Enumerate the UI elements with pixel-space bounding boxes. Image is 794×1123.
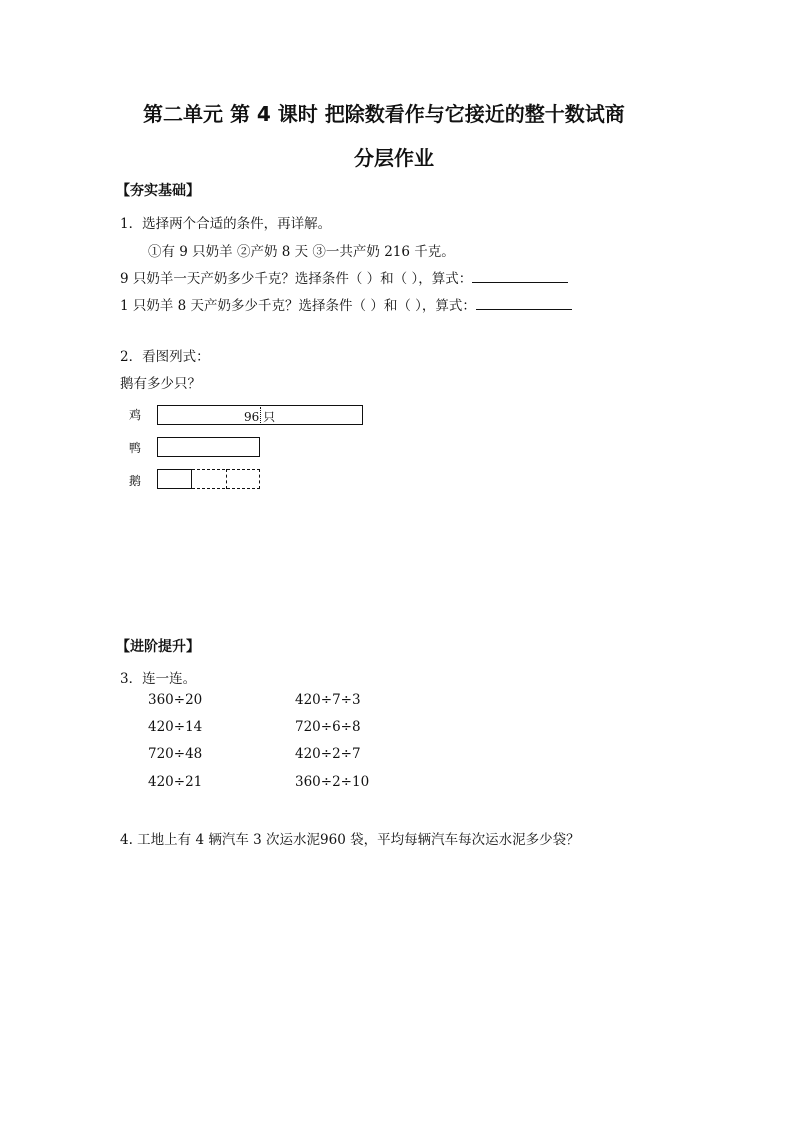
label-chicken: 鸡 [129,408,142,422]
chicken-bar-label: 96 只 [244,410,276,424]
q2-question: 鹅有多少只？ [120,376,201,392]
q1-stem: 1．选择两个合适的条件，再详解。 [120,216,332,232]
q1-line2 [120,294,572,314]
q1-line1 [120,267,568,287]
q1-options: ①有 9 只奶羊 ②产奶 8 天 ③一共产奶 216 千克。 [148,244,455,260]
page-subtitle: 分层作业 [354,146,434,170]
q3-left-item[interactable]: 720÷48 [148,746,203,762]
q2-stem: 2．看图列式： [120,349,210,365]
chicken-bar-divider [260,407,261,423]
q3-right-item[interactable]: 420÷7÷3 [295,692,361,708]
label-goose: 鹅 [129,474,142,488]
label-duck: 鸭 [129,441,142,455]
q4-stem: 4. 工地上有 4 辆汽车 3 次运水泥960 袋，平均每辆汽车每次运水泥多少袋？ [120,832,580,848]
section-advanced-heading: 【进阶提升】 [116,639,200,655]
q1-line1-text: 9 只奶羊一天产奶多少千克？选择条件（ ）和（ ），算式： [120,271,473,287]
section-basic-heading: 【夯实基础】 [116,183,200,199]
q3-stem: 3．连一连。 [120,671,197,687]
q1-answer-blank-1[interactable] [472,270,568,283]
q3-right-item[interactable]: 360÷2÷10 [295,774,370,790]
q3-right-item[interactable]: 720÷6÷8 [295,719,361,735]
q1-line2-text: 1 只奶羊 8 天产奶多少千克？选择条件（ ）和（ ），算式： [120,298,476,314]
q3-left-item[interactable]: 420÷14 [148,719,203,735]
q3-left-item[interactable]: 360÷20 [148,692,203,708]
q3-right-item[interactable]: 420÷2÷7 [295,746,361,762]
q3-left-item[interactable]: 420÷21 [148,774,203,790]
duck-bar [157,437,260,457]
goose-bar-dashed-divider [226,469,227,489]
goose-bar-solid [157,469,192,489]
q1-answer-blank-2[interactable] [476,297,572,310]
page-title: 第二单元 第 4 课时 把除数看作与它接近的整十数试商 [143,102,625,126]
